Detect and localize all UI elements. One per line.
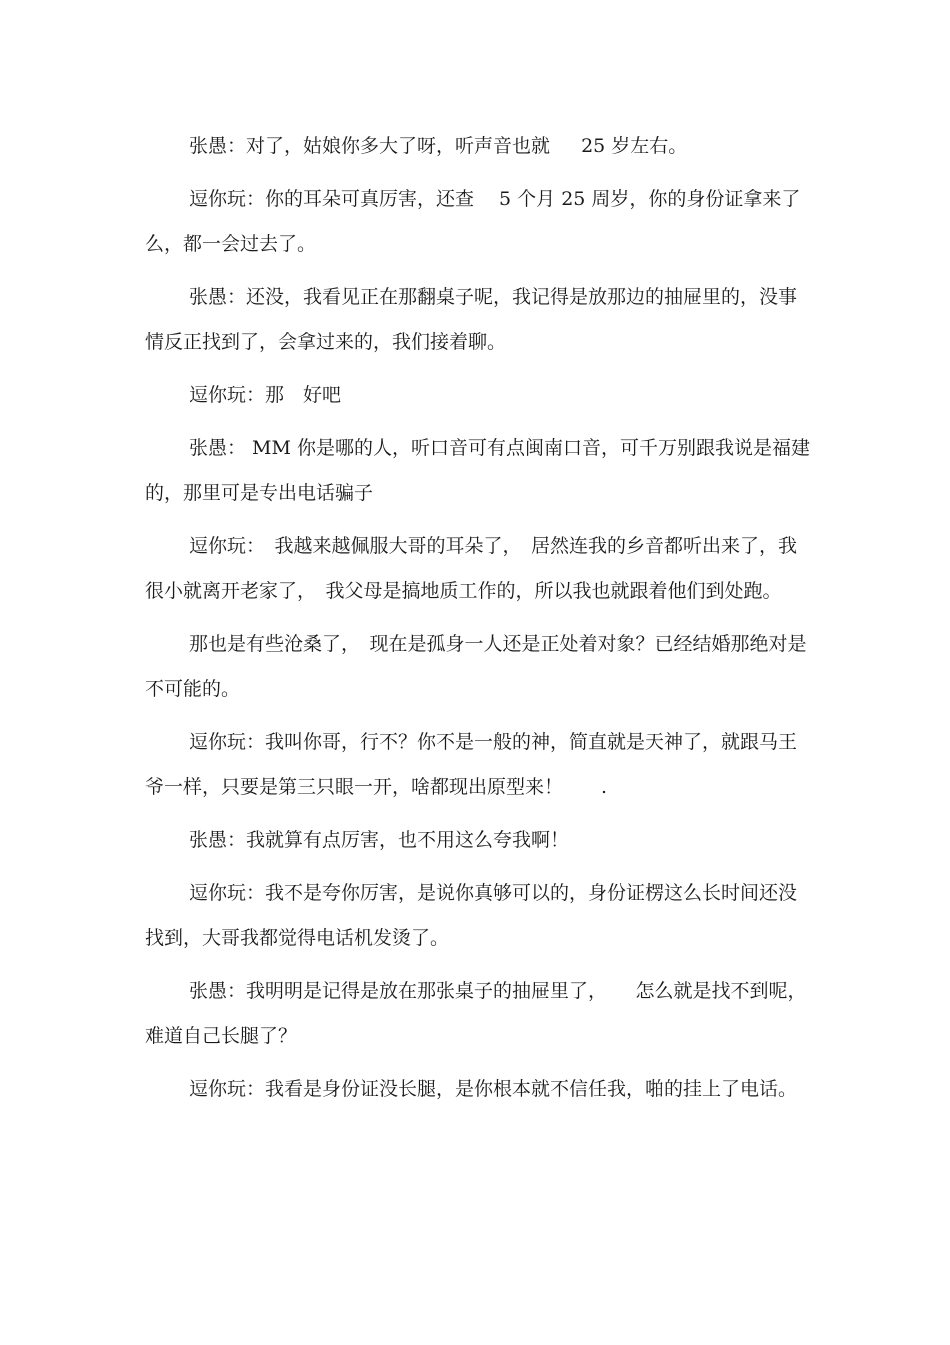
paragraph-9: 张愚：我就算有点厉害，也不用这么夸我啊！: [189, 829, 570, 851]
dialogue-text: [145, 124, 810, 1120]
paragraph-12: 逗你玩：我看是身份证没长腿，是你根本就不信任我，啪的挂上了电话。: [189, 1078, 798, 1100]
paragraph-3: 张愚：还没，我看见正在那翻桌子呢，我记得是放那边的抽屉里的，没事情反正找到了，会拿过来的，我们接着聊。: [145, 286, 798, 353]
paragraph-5: 张愚： MM 你是哪的人，听口音可有点闽南口音，可千万别跟我说是福建的，那里可是专出电话骗子: [145, 437, 810, 504]
paragraph-7: 那也是有些沧桑了， 现在是孤身一人还是正处着对象？已经结婚那绝对是不可能的。: [145, 633, 807, 700]
paragraph-4: 逗你玩：那 好吧: [189, 384, 342, 406]
paragraph-10: 逗你玩：我不是夸你厉害，是说你真够可以的，身份证楞这么长时间还没找到，大哥我都觉得电话机发烫了。: [145, 882, 798, 949]
paragraph-6: 逗你玩： 我越来越佩服大哥的耳朵了， 居然连我的乡音都听出来了，我很小就离开老家了， 我父母是搞地质工作的，所以我也就跟着他们到处跑。: [145, 535, 798, 602]
paragraph-1: 张愚：对了，姑娘你多大了呀，听声音也就 25 岁左右。: [189, 135, 688, 157]
paragraph-8: 逗你玩：我叫你哥，行不？你不是一般的神，简直就是天神了，就跟马王爷一样，只要是第三只眼一开，啥都现出原型来！ .: [145, 731, 798, 798]
paragraph-11: 张愚：我明明是记得是放在那张桌子的抽屉里了， 怎么就是找不到呢，难道自己长腿了？: [145, 980, 807, 1047]
paragraph-2: 逗你玩：你的耳朵可真厉害，还查 5 个月 25 周岁，你的身份证拿来了么，都一会过去了。: [145, 188, 801, 255]
